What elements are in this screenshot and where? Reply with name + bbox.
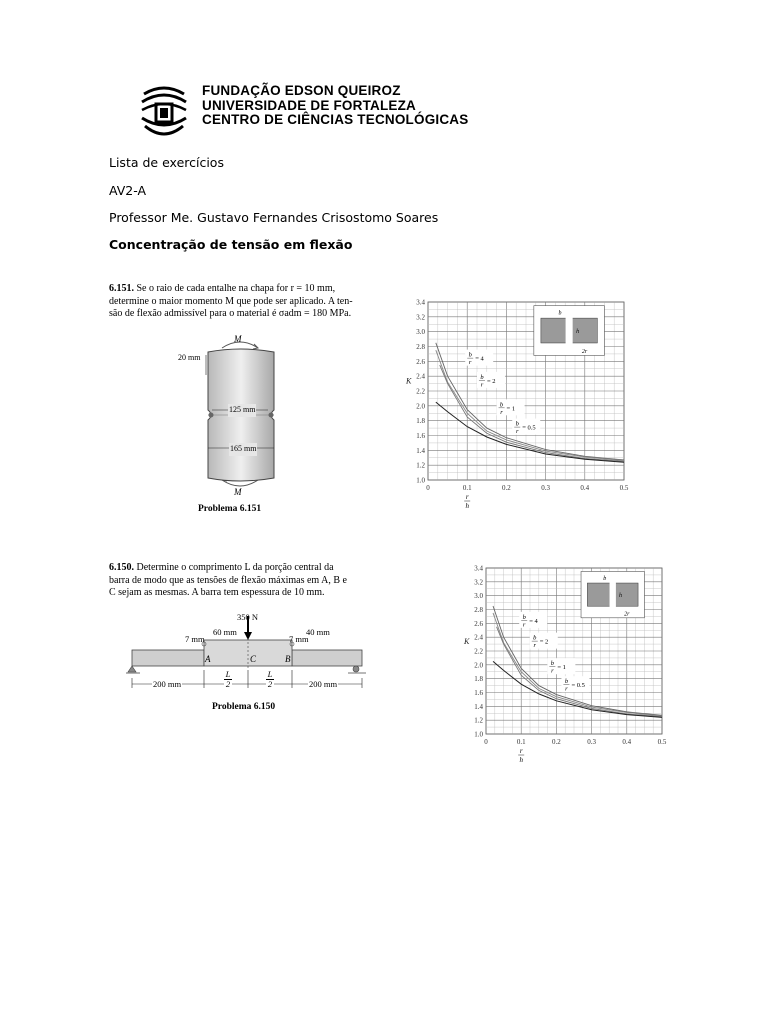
- curve-label-den: r: [565, 685, 568, 693]
- curve-label-value: = 2: [486, 377, 496, 385]
- y-tick-label: 1.6: [474, 689, 483, 697]
- y-tick-label: 2.4: [416, 372, 425, 381]
- y-axis-label: K: [464, 637, 470, 647]
- exam-code: AV2-A: [109, 183, 147, 198]
- problem-6151-number: 6.151.: [109, 283, 134, 294]
- y-tick-label: 3.2: [474, 578, 483, 587]
- x-tick-label: 0: [426, 484, 430, 492]
- dim-l-half-right: L 2: [267, 669, 273, 689]
- y-tick-label: 1.6: [416, 432, 425, 440]
- curve-label-3: [547, 658, 575, 675]
- topic-heading: Concentração de tensão em flexão: [109, 237, 353, 252]
- y-tick-label: 2.4: [474, 633, 483, 642]
- curve-label-value: = 0.5: [522, 424, 536, 432]
- curve-label-den: r: [515, 428, 519, 436]
- x-tick-label: 0.4: [580, 484, 590, 492]
- curve-label-1: [519, 612, 547, 629]
- header-line-2: UNIVERSIDADE DE FORTALEZA: [202, 97, 417, 113]
- x-tick-label: 0.1: [516, 738, 526, 746]
- point-a-label: A: [205, 654, 211, 664]
- dim-165mm: 165 mm: [229, 443, 257, 456]
- inset-notch: [566, 316, 573, 346]
- y-tick-label: 2.2: [474, 647, 483, 656]
- x-tick-label: 0: [484, 738, 488, 746]
- curve-label-value: = 1: [506, 405, 516, 413]
- y-tick-label: 3.4: [416, 298, 425, 307]
- dim-200mm-left: 200 mm: [153, 679, 182, 689]
- moment-label-bottom: M: [234, 487, 242, 497]
- inset-notch: [610, 581, 616, 609]
- y-tick-label: 3.2: [416, 313, 425, 322]
- x-tick-label: 0.5: [619, 484, 629, 492]
- inset-label-2r: 2r: [581, 348, 588, 355]
- problem-6150-line1: Determine o comprimento L da porção central da: [136, 562, 334, 573]
- curve-label-num: b: [564, 678, 569, 686]
- curve-label-4: [512, 419, 540, 436]
- dim-7mm-right: 7 mm: [289, 634, 309, 644]
- dim-60mm: 60 mm: [213, 627, 237, 637]
- x-tick-label: 0.5: [657, 738, 667, 746]
- y-axis-label: K: [406, 376, 412, 386]
- left-support: [128, 666, 136, 672]
- curve-label-num: b: [499, 401, 504, 409]
- curve-label-num: b: [533, 634, 537, 642]
- y-tick-label: 1.2: [474, 716, 483, 725]
- x-tick-label: 0.3: [541, 484, 550, 492]
- header-line-3: CENTRO DE CIÊNCIAS TECNOLÓGICAS: [202, 112, 469, 127]
- caption-6151: Problema 6.151: [198, 504, 262, 514]
- problem-6150-line3: C sejam as mesmas. A barra tem espessura de 10 mm.: [109, 587, 325, 598]
- curve-label-2: [530, 633, 558, 650]
- point-c-label: C: [250, 654, 257, 664]
- dim-l-half-left: L 2: [225, 669, 231, 689]
- professor-name: Professor Me. Gustavo Fernandes Crisostomo Soares: [109, 210, 439, 225]
- curve-label-den: r: [533, 642, 537, 650]
- x-axis-label-den: h: [465, 502, 469, 510]
- problem-6151-line1: Se o raio de cada entalhe na chapa for r = 10 mm,: [136, 283, 336, 294]
- y-tick-label: 1.4: [474, 702, 483, 711]
- curve-label-value: = 1: [557, 664, 566, 672]
- inset-label-h: h: [619, 592, 623, 599]
- curve-label-value: = 0.5: [571, 682, 585, 690]
- y-tick-label: 1.4: [416, 446, 425, 455]
- problem-6151-line2: determine o maior momento M que pode ser aplicado. A ten-: [109, 295, 353, 307]
- y-tick-label: 3.0: [474, 592, 483, 601]
- y-tick-label: 2.0: [474, 661, 483, 670]
- curve-label-2: [477, 372, 505, 389]
- y-tick-label: 2.2: [416, 387, 425, 396]
- y-tick-label: 3.4: [474, 564, 483, 573]
- university-logo: [140, 84, 188, 140]
- x-tick-label: 0.4: [622, 738, 632, 746]
- curve-label-den: r: [551, 667, 554, 675]
- curve-label-num: b: [522, 613, 526, 621]
- curve-label-den: r: [480, 381, 484, 389]
- load-label: 350 N: [237, 612, 259, 622]
- moment-label-top: M: [234, 334, 242, 344]
- stress-concentration-chart-1: [398, 296, 638, 518]
- y-tick-label: 2.0: [416, 402, 425, 411]
- problem-6150-number: 6.150.: [109, 562, 134, 573]
- point-b-label: B: [285, 654, 291, 664]
- list-title: Lista de exercícios: [109, 155, 224, 170]
- curve-label-den: r: [522, 621, 526, 629]
- problem-6150-statement: [109, 562, 377, 600]
- right-support: [353, 666, 359, 672]
- y-tick-label: 1.0: [474, 730, 483, 739]
- beam-left-segment: [132, 650, 204, 666]
- x-tick-label: 0.1: [462, 484, 472, 492]
- curve-label-num: b: [468, 351, 472, 359]
- problem-6151-line3: são de flexão admissível para o material é σadm = 180 MPa.: [109, 308, 352, 319]
- inset-label-b: b: [558, 310, 562, 317]
- y-tick-label: 1.8: [474, 675, 483, 684]
- x-axis-label-den: h: [519, 756, 523, 764]
- stress-concentration-chart-2: [458, 562, 676, 767]
- curve-label-num: b: [515, 420, 519, 428]
- dim-200mm-right: 200 mm: [309, 679, 338, 689]
- curve-label-den: r: [468, 359, 472, 367]
- y-tick-label: 2.8: [416, 343, 425, 351]
- curve-label-1: [465, 350, 493, 367]
- inset-label-2r: 2r: [624, 611, 630, 618]
- curve-label-value: = 4: [529, 617, 538, 625]
- header-line-1: FUNDAÇÃO EDSON QUEIROZ: [202, 83, 401, 98]
- y-tick-label: 2.6: [474, 619, 483, 628]
- inset-label-b: b: [603, 575, 607, 582]
- x-tick-label: 0.3: [587, 738, 596, 746]
- x-tick-label: 0.2: [502, 484, 511, 492]
- problem-6151-statement: [109, 283, 374, 321]
- x-tick-label: 0.2: [552, 738, 561, 746]
- y-tick-label: 1.0: [416, 476, 425, 485]
- x-axis-label-num: r: [519, 747, 523, 755]
- y-tick-label: 2.8: [474, 606, 483, 614]
- curve-label-num: b: [480, 373, 484, 381]
- beam-right-segment: [292, 650, 362, 666]
- y-tick-label: 1.8: [416, 417, 425, 426]
- curve-label-3: [497, 399, 525, 416]
- caption-6150: Problema 6.150: [212, 702, 276, 712]
- y-tick-label: 3.0: [416, 328, 425, 337]
- curve-label-value: = 2: [539, 638, 549, 646]
- y-tick-label: 2.6: [416, 357, 425, 366]
- y-tick-label: 1.2: [416, 461, 425, 470]
- dim-20mm: 20 mm: [178, 353, 201, 362]
- dim-125mm: 125 mm: [228, 404, 256, 417]
- dim-7mm-left: 7 mm: [185, 634, 205, 644]
- dim-40mm: 40 mm: [306, 627, 330, 637]
- inset-label-h: h: [576, 329, 580, 336]
- curve-label-value: = 4: [475, 355, 484, 363]
- problem-6150-line2: barra de modo que as tensões de flexão máximas em A, B e: [109, 574, 347, 586]
- x-axis-label-num: r: [465, 493, 469, 501]
- curve-label-num: b: [550, 660, 554, 668]
- curve-label-den: r: [500, 408, 503, 416]
- curve-label-4: [561, 676, 589, 693]
